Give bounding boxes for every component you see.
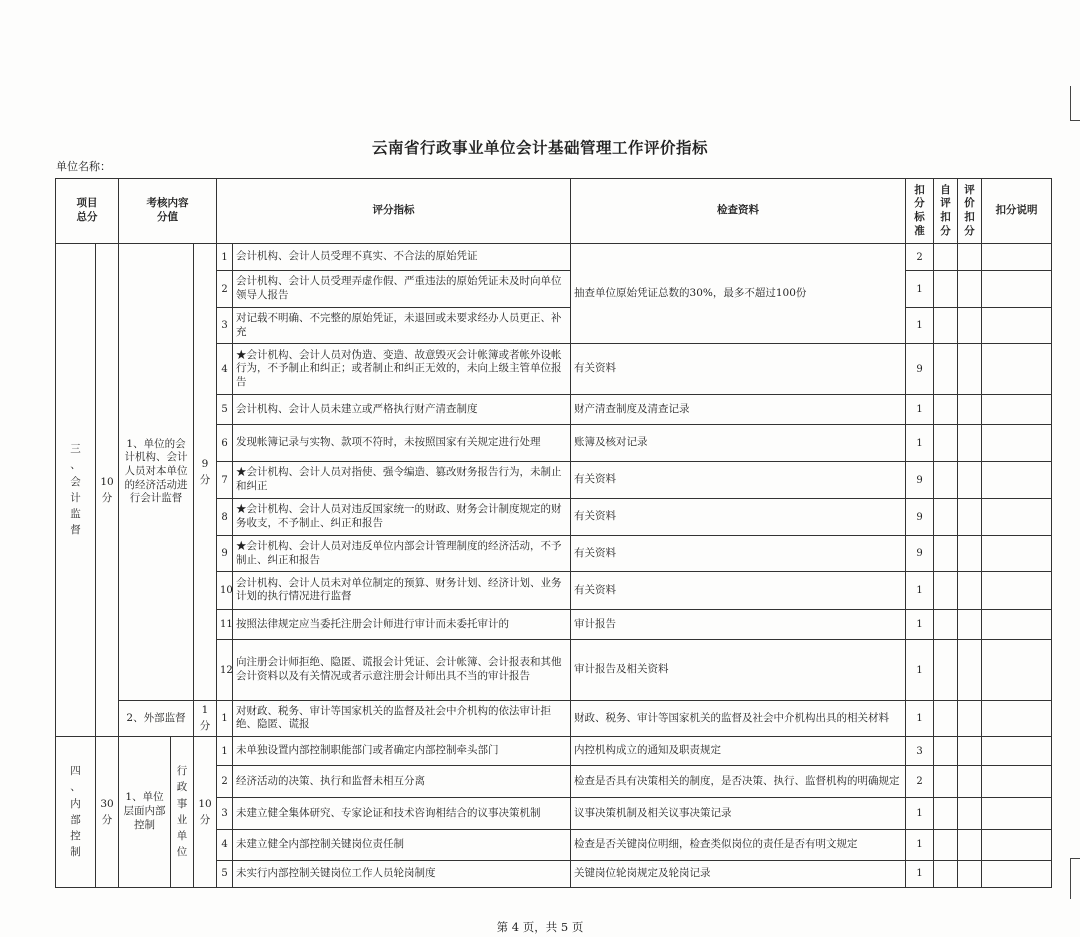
self-score-cell[interactable] bbox=[934, 244, 958, 271]
group-content: 1、单位的会计机构、会计人员对本单位的经济活动进行会计监督 bbox=[119, 244, 194, 701]
row-std: 1 bbox=[906, 572, 934, 609]
cell-text: 10 分 bbox=[100, 475, 114, 504]
row-indicator: 向注册会计师拒绝、隐匿、谎报会计凭证、会计帐簿、会计报表和其他会计资料以及有关情况或者示意注册会计师出具不当的审计报告 bbox=[233, 640, 571, 701]
row-std: 9 bbox=[906, 499, 934, 535]
row-no: 3 bbox=[217, 307, 233, 343]
section-project bbox=[56, 244, 96, 737]
cell-text: 10 分 bbox=[198, 797, 212, 826]
row-std: 1 bbox=[906, 609, 934, 639]
note-cell[interactable] bbox=[982, 271, 1052, 307]
row-std: 9 bbox=[906, 535, 934, 571]
self-score-cell[interactable] bbox=[934, 394, 958, 424]
header-indicator: 评分指标 bbox=[217, 179, 571, 244]
note-cell[interactable] bbox=[982, 425, 1052, 461]
self-score-cell[interactable] bbox=[934, 766, 958, 797]
unit-name-label: 单位名称： bbox=[56, 160, 111, 173]
row-check: 检查是否关键岗位明细，检查类似岗位的责任是否有明文规定 bbox=[571, 830, 906, 860]
row-indicator: 会计机构、会计人员受理不真实、不合法的原始凭证 bbox=[233, 244, 571, 271]
row-indicator: 对财政、税务、审计等国家机关的监督及社会中介机构的依法审计拒绝、隐匿、谎报 bbox=[233, 700, 571, 736]
cell-text: 三 、 会 计 监 督 bbox=[70, 443, 81, 537]
row-check: 内控机构成立的通知及职责规定 bbox=[571, 736, 906, 765]
header-std bbox=[906, 179, 934, 244]
row-indicator: 未实行内部控制关键岗位工作人员轮岗制度 bbox=[233, 860, 571, 888]
eval-score-cell[interactable] bbox=[958, 499, 982, 535]
row-indicator: 未单独设置内部控制职能部门或者确定内部控制牵头部门 bbox=[233, 736, 571, 765]
self-score-cell[interactable] bbox=[934, 535, 958, 571]
row-check: 有关资料 bbox=[571, 499, 906, 535]
note-cell[interactable] bbox=[982, 499, 1052, 535]
self-score-cell[interactable] bbox=[934, 307, 958, 343]
eval-score-cell[interactable] bbox=[958, 860, 982, 888]
cell-text: 评 价 扣 分 bbox=[964, 183, 975, 237]
row-check: 关键岗位轮岗规定及轮岗记录 bbox=[571, 860, 906, 888]
row-indicator: ★会计机构、会计人员对违反国家统一的财政、财务会计制度规定的财务收支，不予制止、纠正和报告 bbox=[233, 499, 571, 535]
note-cell[interactable] bbox=[982, 736, 1052, 765]
note-cell[interactable] bbox=[982, 394, 1052, 424]
note-cell[interactable] bbox=[982, 609, 1052, 639]
row-check: 有关资料 bbox=[571, 344, 906, 395]
row-no: 8 bbox=[217, 499, 233, 535]
header-project bbox=[56, 179, 119, 244]
row-std: 1 bbox=[906, 797, 934, 829]
header-self bbox=[934, 179, 958, 244]
row-indicator: 会计机构、会计人员受理弄虚作假、严重违法的原始凭证未及时向单位领导人报告 bbox=[233, 271, 571, 307]
self-score-cell[interactable] bbox=[934, 461, 958, 498]
row-std: 2 bbox=[906, 766, 934, 797]
eval-score-cell[interactable] bbox=[958, 572, 982, 609]
self-score-cell[interactable] bbox=[934, 572, 958, 609]
section-project bbox=[56, 736, 96, 887]
row-no: 2 bbox=[217, 271, 233, 307]
row-check: 议事决策机制及相关议事决策记录 bbox=[571, 797, 906, 829]
row-no: 2 bbox=[217, 766, 233, 797]
self-score-cell[interactable] bbox=[934, 425, 958, 461]
row-indicator: ★会计机构、会计人员对指使、强令编造、篡改财务报告行为，未制止和纠正 bbox=[233, 461, 571, 498]
self-score-cell[interactable] bbox=[934, 830, 958, 860]
cell-text: 考核内容 分值 bbox=[146, 197, 189, 223]
header-eval bbox=[958, 179, 982, 244]
row-no: 9 bbox=[217, 535, 233, 571]
note-cell[interactable] bbox=[982, 797, 1052, 829]
group-sub bbox=[171, 736, 194, 887]
section-total bbox=[96, 736, 119, 887]
self-score-cell[interactable] bbox=[934, 700, 958, 736]
note-cell[interactable] bbox=[982, 344, 1052, 395]
note-cell[interactable] bbox=[982, 860, 1052, 888]
header-check: 检查资料 bbox=[571, 179, 906, 244]
self-score-cell[interactable] bbox=[934, 736, 958, 765]
row-indicator: 对记载不明确、不完整的原始凭证，未退回或未要求经办人员更正、补充 bbox=[233, 307, 571, 343]
row-no: 6 bbox=[217, 425, 233, 461]
row-std: 2 bbox=[906, 244, 934, 271]
eval-score-cell[interactable] bbox=[958, 700, 982, 736]
row-no: 11 bbox=[217, 609, 233, 639]
row-no: 1 bbox=[217, 244, 233, 271]
cell-text: 30 分 bbox=[100, 797, 114, 826]
eval-score-cell[interactable] bbox=[958, 609, 982, 639]
table-row bbox=[56, 700, 1052, 736]
row-no: 4 bbox=[217, 344, 233, 395]
eval-score-cell[interactable] bbox=[958, 766, 982, 797]
note-cell[interactable] bbox=[982, 307, 1052, 343]
row-std: 1 bbox=[906, 271, 934, 307]
row-indicator: 发现帐簿记录与实物、款项不符时，未按照国家有关规定进行处理 bbox=[233, 425, 571, 461]
note-cell[interactable] bbox=[982, 461, 1052, 498]
row-no: 7 bbox=[217, 461, 233, 498]
page-footer: 第 4 页，共 5 页 bbox=[496, 920, 584, 934]
row-std: 1 bbox=[906, 394, 934, 424]
header-row bbox=[56, 179, 1052, 244]
self-score-cell[interactable] bbox=[934, 499, 958, 535]
self-score-cell[interactable] bbox=[934, 797, 958, 829]
row-no: 1 bbox=[217, 700, 233, 736]
evaluation-table bbox=[55, 178, 1052, 888]
eval-score-cell[interactable] bbox=[958, 307, 982, 343]
row-check: 审计报告 bbox=[571, 609, 906, 639]
row-indicator: 未建立健全集体研究、专家论证和技术咨询相结合的议事决策机制 bbox=[233, 797, 571, 829]
eval-score-cell[interactable] bbox=[958, 640, 982, 701]
document-title: 云南省行政事业单位会计基础管理工作评价指标 bbox=[371, 138, 708, 157]
self-score-cell[interactable] bbox=[934, 640, 958, 701]
row-check: 审计报告及相关资料 bbox=[571, 640, 906, 701]
eval-score-cell[interactable] bbox=[958, 344, 982, 395]
row-std: 1 bbox=[906, 425, 934, 461]
note-cell[interactable] bbox=[982, 766, 1052, 797]
eval-score-cell[interactable] bbox=[958, 394, 982, 424]
self-score-cell[interactable] bbox=[934, 271, 958, 307]
row-indicator: 按照法律规定应当委托注册会计师进行审计而未委托审计的 bbox=[233, 609, 571, 639]
row-no: 12 bbox=[217, 640, 233, 701]
row-check: 检查是否具有决策相关的制度，是否决策、执行、监督机构的明确规定 bbox=[571, 766, 906, 797]
cell-text: 行 政 事 业 单 位 bbox=[176, 765, 188, 859]
row-check: 有关资料 bbox=[571, 461, 906, 498]
row-std: 1 bbox=[906, 700, 934, 736]
group-score bbox=[194, 700, 217, 736]
cell-text: 项目 总分 bbox=[76, 197, 98, 223]
group-content: 2、外部监督 bbox=[119, 700, 194, 736]
cell-text: 9 分 bbox=[199, 457, 211, 486]
eval-score-cell[interactable] bbox=[958, 244, 982, 271]
eval-score-cell[interactable] bbox=[958, 461, 982, 498]
note-cell[interactable] bbox=[982, 830, 1052, 860]
row-std: 9 bbox=[906, 344, 934, 395]
row-indicator: ★会计机构、会计人员对伪造、变造、故意毁灭会计帐簿或者帐外设帐行为，不予制止和纠正；或者制止和纠正无效的，未向上级主管单位报告 bbox=[233, 344, 571, 395]
group-score bbox=[194, 736, 217, 887]
row-check: 有关资料 bbox=[571, 535, 906, 571]
row-std: 1 bbox=[906, 860, 934, 888]
row-check: 财产清查制度及清查记录 bbox=[571, 394, 906, 424]
eval-score-cell[interactable] bbox=[958, 830, 982, 860]
row-indicator: 会计机构、会计人员未建立或严格执行财产清查制度 bbox=[233, 394, 571, 424]
row-no: 3 bbox=[217, 797, 233, 829]
row-no: 4 bbox=[217, 830, 233, 860]
table-row bbox=[56, 244, 1052, 271]
row-check: 财政、税务、审计等国家机关的监督及社会中介机构出具的相关材料 bbox=[571, 700, 906, 736]
row-check: 抽查单位原始凭证总数的30%，最多不超过100份 bbox=[571, 244, 906, 344]
row-indicator: 未建立健全内部控制关键岗位责任制 bbox=[233, 830, 571, 860]
header-content bbox=[119, 179, 217, 244]
note-cell[interactable] bbox=[982, 244, 1052, 271]
note-cell[interactable] bbox=[982, 572, 1052, 609]
row-check: 账簿及核对记录 bbox=[571, 425, 906, 461]
table-row bbox=[56, 736, 1052, 765]
group-content: 1、单位层面内部控制 bbox=[119, 736, 171, 887]
eval-score-cell[interactable] bbox=[958, 271, 982, 307]
row-std: 9 bbox=[906, 461, 934, 498]
self-score-cell[interactable] bbox=[934, 344, 958, 395]
eval-score-cell[interactable] bbox=[958, 797, 982, 829]
cell-text: 四 、 内 部 控 制 bbox=[70, 765, 81, 859]
row-std: 1 bbox=[906, 830, 934, 860]
row-indicator: 会计机构、会计人员未对单位制定的预算、财务计划、经济计划、业务计划的执行情况进行监督 bbox=[233, 572, 571, 609]
row-std: 1 bbox=[906, 640, 934, 701]
group-score bbox=[194, 244, 217, 701]
header-note: 扣分说明 bbox=[982, 179, 1052, 244]
self-score-cell[interactable] bbox=[934, 860, 958, 888]
note-cell[interactable] bbox=[982, 640, 1052, 701]
eval-score-cell[interactable] bbox=[958, 535, 982, 571]
row-no: 10 bbox=[217, 572, 233, 609]
row-std: 1 bbox=[906, 307, 934, 343]
row-indicator: ★会计机构、会计人员对违反单位内部会计管理制度的经济活动，不予制止、纠正和报告 bbox=[233, 535, 571, 571]
cell-text: 扣 分 标 准 bbox=[914, 183, 925, 237]
section-total bbox=[96, 244, 119, 737]
note-cell[interactable] bbox=[982, 535, 1052, 571]
row-check: 有关资料 bbox=[571, 572, 906, 609]
row-no: 1 bbox=[217, 736, 233, 765]
row-std: 3 bbox=[906, 736, 934, 765]
self-score-cell[interactable] bbox=[934, 609, 958, 639]
row-no: 5 bbox=[217, 394, 233, 424]
page-corner-mark-bottom bbox=[1070, 858, 1080, 899]
eval-score-cell[interactable] bbox=[958, 736, 982, 765]
cell-text: 自 评 扣 分 bbox=[940, 183, 951, 237]
row-indicator: 经济活动的决策、执行和监督未相互分离 bbox=[233, 766, 571, 797]
page-corner-mark-top bbox=[1070, 86, 1080, 121]
note-cell[interactable] bbox=[982, 700, 1052, 736]
row-no: 5 bbox=[217, 860, 233, 888]
cell-text: 1 分 bbox=[199, 704, 211, 733]
eval-score-cell[interactable] bbox=[958, 425, 982, 461]
